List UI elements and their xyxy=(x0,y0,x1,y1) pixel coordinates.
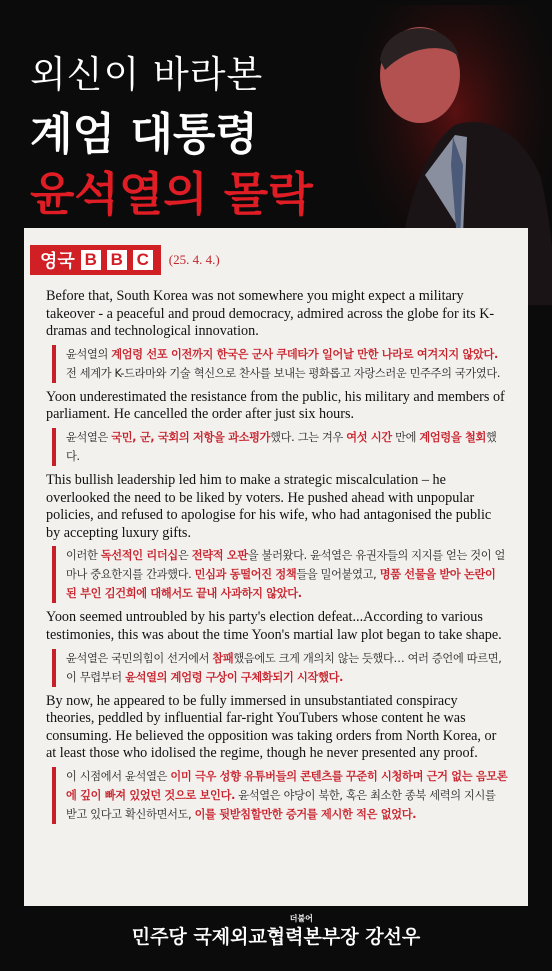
english-quote: Before that, South Korea was not somewhere you might expect a military takeover - a peaceful and proud democracy, admired across the globe for its K-dramas and technological innovation. xyxy=(46,288,495,340)
translation-text: 윤석열은 xyxy=(66,430,112,444)
highlighted-text: 이미 극우 성향 유튜버들의 콘텐츠를 꾸준히 시청하며 근거 없는 음모론에 깊이 빠져 있었던 것으로 보인다. xyxy=(66,769,508,802)
highlighted-text: 국민, 군, 국회의 저항을 과소평가 xyxy=(111,430,271,444)
party-logo-small: 더불어 xyxy=(289,914,313,923)
english-quote: Yoon underestimated the resistance from the public, his military and members of parliament. He cancelled the order after just six hours. xyxy=(46,388,505,423)
translation-text: 이 시점에서 윤석열은 xyxy=(66,769,171,783)
bbc-letter-2: B xyxy=(107,250,127,270)
highlighted-text: 전략적 오판 xyxy=(191,549,248,563)
highlighted-text: 계엄령을 철회 xyxy=(419,430,487,444)
highlighted-text: 참패 xyxy=(212,651,234,665)
highlighted-text: 명품 선물을 받아 논란이 된 부인 김건희에 대해서도 끝내 사과하지 않았다. xyxy=(66,568,496,601)
translation-text: 이러한 xyxy=(66,549,101,563)
translation-text: 전 세계가 K-드라마와 기술 혁신으로 찬사를 보내는 평화롭고 자랑스러운 민주주의 국가였다. xyxy=(66,366,501,380)
translation-text: 을 불러왔다. 윤석열은 유권자들의 지지를 얻는 것이 얼마나 중요한지를 간과했다. xyxy=(66,549,506,582)
english-quote: This bullish leadership led him to make a strategic miscalculation – he overlooked the need to be liked by voters. He pushed ahead with unpopular policies, and refused to apologise for his wife, who had antagonised the public by accepting luxury gifts. xyxy=(46,471,492,541)
source-country: 영국 xyxy=(40,251,75,272)
korean-translation xyxy=(52,546,508,603)
highlighted-text: 윤석열의 계엄령 구상이 구체화되기 시작했다. xyxy=(125,670,344,684)
source-label xyxy=(30,245,161,275)
korean-translation xyxy=(52,767,508,824)
english-quote: By now, he appeared to be fully immersed in unsubstantiated conspiracy theories, peddled by influential far-right YouTubers whose content he was consuming. He believed the opposition was taking orders from North Korea, or at least those who idolised the regime, though he never presented any proof. xyxy=(46,692,497,762)
translation-text: 했음에도 크게 개의치 않는 듯했다… 여러 증언에 따르면, 이 무렵부터 xyxy=(66,651,502,684)
translation-text: 은 xyxy=(177,549,192,563)
source-date: (25. 4. 4.) xyxy=(168,252,220,267)
header xyxy=(0,0,552,240)
article-passages xyxy=(46,288,508,830)
footer xyxy=(0,914,552,949)
highlighted-text: 계엄령 선포 이전까지 한국은 군사 쿠데타가 일어날 만한 나라로 여겨지지 않았다. xyxy=(111,347,498,361)
translation-text: 했다. xyxy=(66,430,497,463)
headline-line2: 계엄 대통령 xyxy=(30,109,258,160)
highlighted-text: 이를 뒷받침할만한 증거를 제시한 적은 없었다. xyxy=(194,807,417,821)
translation-text: 들을 밀어붙였고, xyxy=(296,568,380,582)
translation-text: 윤석열은 야당이 북한, 혹은 최소한 종북 세력의 지시를 받고 있다고 확신하면서도, xyxy=(66,788,496,821)
headline-line1: 외신이 바라본 xyxy=(30,53,264,96)
bbc-letter-1: B xyxy=(81,250,101,270)
highlighted-text: 민심과 동떨어진 정책 xyxy=(194,568,297,582)
bbc-letter-3: C xyxy=(133,250,153,270)
translation-text: 했다. 그는 겨우 xyxy=(270,430,347,444)
korean-translation xyxy=(52,345,508,383)
translation-text: 윤석열의 xyxy=(66,347,112,361)
footer-text: 민주당 국제외교협력본부장 강선우 xyxy=(131,926,421,948)
korean-translation xyxy=(52,428,508,466)
translation-text: 윤석열은 국민의힘이 선거에서 xyxy=(66,651,213,665)
headline-line3: 윤석열의 몰락 xyxy=(30,167,313,221)
highlighted-text: 여섯 시간 xyxy=(346,430,392,444)
english-quote: Yoon seemed untroubled by his party's election defeat...According to various testimonies, this was about the time Yoon's martial law plot began to take shape. xyxy=(46,609,502,643)
korean-translation xyxy=(52,649,508,687)
translation-text: 만에 xyxy=(391,430,420,444)
source-tag xyxy=(30,245,220,275)
highlighted-text: 독선적인 리더십 xyxy=(100,549,178,563)
